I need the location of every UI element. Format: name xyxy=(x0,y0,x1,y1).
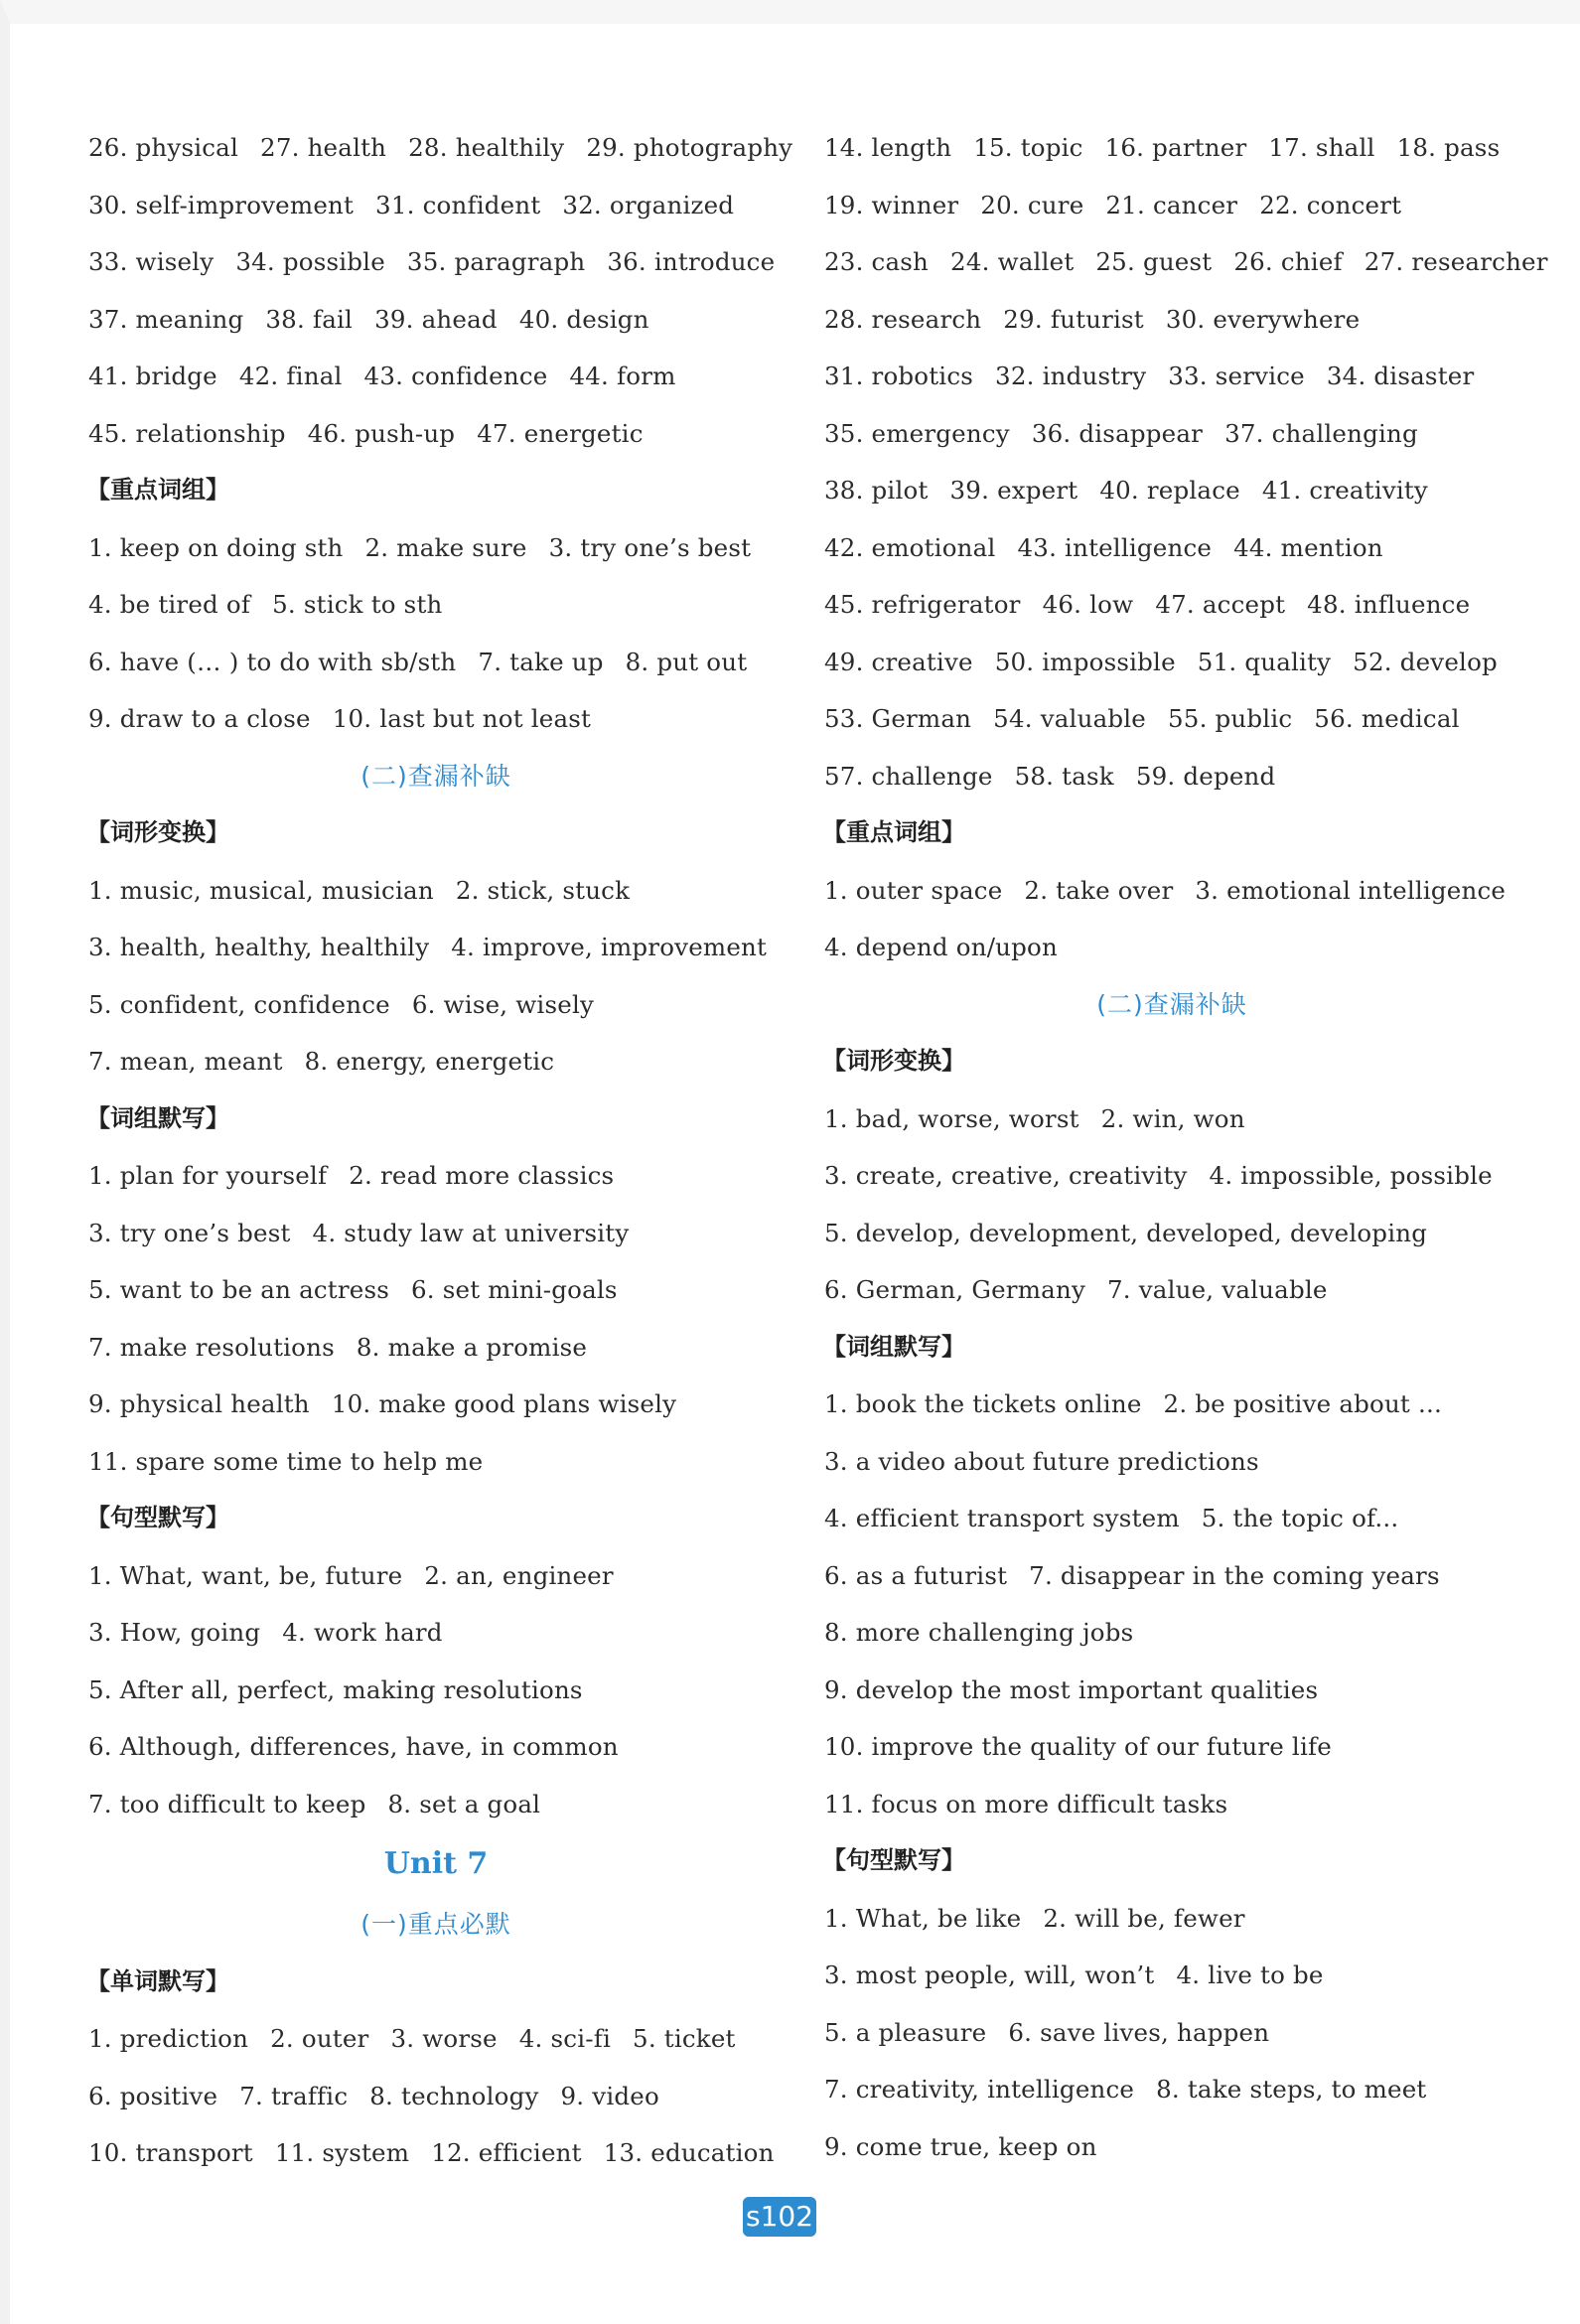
answer-item: 11. system xyxy=(274,2138,410,2167)
answer-item: 32. organized xyxy=(562,190,735,219)
answer-item: 13. education xyxy=(603,2138,775,2167)
section-title-review: (二)查漏补缺 xyxy=(360,761,511,791)
word-dictation-block xyxy=(88,2010,784,2182)
answer-item: 59. depend xyxy=(1135,761,1276,791)
answer-line xyxy=(824,919,1519,976)
answer-line xyxy=(824,1718,1519,1776)
page-number: s102 xyxy=(743,2197,816,2237)
answer-line xyxy=(824,634,1519,691)
answer-item: 3. try one’s best xyxy=(548,532,752,562)
answer-line xyxy=(88,1033,784,1090)
answer-item: 20. cure xyxy=(980,190,1084,219)
sentence-dictation-header: 【句型默写】 xyxy=(86,1504,229,1531)
answer-item: 37. challenging xyxy=(1224,418,1418,448)
answer-item: 9. draw to a close xyxy=(88,704,311,733)
answer-line xyxy=(824,462,1519,519)
answer-line xyxy=(88,1147,784,1205)
answer-item: 14. length xyxy=(824,133,952,162)
phrases-header: 【重点词组】 xyxy=(86,476,229,504)
answer-line xyxy=(824,1261,1519,1319)
answer-item: 8. make a promise xyxy=(356,1332,588,1362)
answer-item: 34. disaster xyxy=(1326,362,1475,390)
answer-item: 44. mention xyxy=(1233,532,1383,562)
answer-item: 6. have (… ) to do with sb/sth xyxy=(88,647,457,676)
answer-line xyxy=(824,177,1519,234)
answer-item: 4. depend on/upon xyxy=(824,933,1058,961)
answer-item: 10. improve the quality of our future life xyxy=(824,1732,1332,1761)
answer-item: 52. develop xyxy=(1353,647,1498,676)
answer-item: 8. take steps, to meet xyxy=(1156,2075,1427,2104)
answer-item: 1. music, musical, musician xyxy=(88,875,434,905)
answer-item: 1. plan for yourself xyxy=(88,1161,328,1190)
answer-line xyxy=(88,576,784,634)
word-forms-header: 【词形变换】 xyxy=(86,818,229,846)
answer-item: 7. make resolutions xyxy=(88,1332,335,1362)
answer-line xyxy=(824,748,1519,805)
answer-item: 34. possible xyxy=(235,247,385,276)
answer-line xyxy=(88,405,784,463)
answer-item: 23. cash xyxy=(824,247,930,276)
word-forms-header-u7: 【词形变换】 xyxy=(822,1047,965,1075)
answer-line xyxy=(88,1319,784,1377)
answer-item: 26. physical xyxy=(88,133,239,162)
answer-item: 56. medical xyxy=(1314,704,1460,733)
word-dictation-header: 【单词默写】 xyxy=(86,1966,229,1995)
answer-line xyxy=(88,1718,784,1776)
answer-item: 5. ticket xyxy=(633,2024,736,2053)
answer-line xyxy=(824,1947,1519,2004)
answer-item: 26. chief xyxy=(1233,247,1343,276)
answer-item: 6. positive xyxy=(88,2081,218,2110)
answer-item: 7. mean, meant xyxy=(88,1047,283,1076)
answer-line xyxy=(88,1433,784,1491)
answer-item: 43. intelligence xyxy=(1017,532,1213,562)
answer-item: 38. pilot xyxy=(824,476,929,505)
answer-item: 6. as a futurist xyxy=(824,1560,1008,1590)
answer-line xyxy=(824,233,1548,291)
answer-line xyxy=(824,1490,1519,1547)
answer-item: 1. prediction xyxy=(88,2024,249,2053)
answer-item: 18. pass xyxy=(1396,133,1501,162)
answer-line xyxy=(824,1662,1519,1719)
answer-item: 50. impossible xyxy=(994,647,1176,676)
answer-item: 46. push-up xyxy=(307,418,456,448)
answer-item: 35. emergency xyxy=(824,418,1010,448)
answer-item: 10. transport xyxy=(88,2138,253,2167)
answer-item: 17. shall xyxy=(1268,133,1375,162)
answer-line xyxy=(88,1604,784,1662)
answer-line xyxy=(824,2061,1519,2118)
answer-item: 7. traffic xyxy=(239,2081,349,2110)
vocab-tail-block xyxy=(88,119,793,462)
answer-line xyxy=(88,2124,784,2182)
phrases-block xyxy=(88,519,784,748)
answer-item: 3. How, going xyxy=(88,1618,261,1647)
answer-item: 19. winner xyxy=(824,190,959,219)
answer-item: 42. final xyxy=(238,362,343,390)
answer-item: 2. stick, stuck xyxy=(455,875,631,905)
answer-line xyxy=(824,1376,1519,1433)
answer-item: 6. save lives, happen xyxy=(1008,2017,1270,2047)
answer-item: 2. make sure xyxy=(364,532,527,562)
answer-line xyxy=(824,1090,1519,1148)
left-column xyxy=(86,119,793,2182)
answer-line xyxy=(88,233,784,291)
answer-item: 6. set mini-goals xyxy=(411,1275,618,1304)
answer-item: 4. be tired of xyxy=(88,590,251,619)
answer-item: 45. relationship xyxy=(88,418,286,448)
answer-item: 2. outer xyxy=(270,2024,369,2053)
word-forms-block-u7 xyxy=(824,1090,1519,1319)
answer-item: 5. want to be an actress xyxy=(88,1275,390,1304)
phrases-block-u7 xyxy=(824,862,1519,976)
word-forms-block xyxy=(88,862,784,1090)
answer-item: 4. study law at university xyxy=(312,1218,630,1247)
answer-item: 30. everywhere xyxy=(1165,304,1361,334)
answer-item: 43. confidence xyxy=(363,362,548,390)
answer-item: 27. health xyxy=(260,133,387,162)
answer-item: 5. develop, development, developed, developing xyxy=(824,1218,1428,1247)
answer-line xyxy=(824,1547,1519,1605)
answer-item: 4. improve, improvement xyxy=(451,933,768,961)
answer-item: 39. expert xyxy=(949,476,1078,505)
answer-line xyxy=(824,1776,1519,1833)
answer-item: 1. What, want, be, future xyxy=(88,1560,403,1590)
phrase-dictation-block-u7 xyxy=(824,1376,1519,1832)
answer-item: 3. emotional intelligence xyxy=(1195,875,1507,905)
answer-line xyxy=(88,1662,784,1719)
answer-item: 35. paragraph xyxy=(406,247,586,276)
answer-item: 25. guest xyxy=(1095,247,1213,276)
phrase-dictation-header-u7: 【词组默写】 xyxy=(822,1332,965,1361)
answer-item: 15. topic xyxy=(973,133,1083,162)
phrase-dictation-block xyxy=(88,1147,784,1490)
answer-item: 39. ahead xyxy=(374,304,498,334)
answer-line xyxy=(824,405,1519,463)
answer-line xyxy=(88,690,784,748)
answer-item: 55. public xyxy=(1168,704,1293,733)
answer-item: 38. fail xyxy=(265,304,354,334)
answer-item: 29. photography xyxy=(586,133,793,162)
answer-line xyxy=(824,2004,1519,2062)
answer-item: 7. disappear in the coming years xyxy=(1029,1560,1440,1590)
answer-line xyxy=(88,2010,784,2068)
answer-item: 12. efficient xyxy=(431,2138,582,2167)
answer-line xyxy=(824,291,1519,349)
answer-item: 7. value, valuable xyxy=(1106,1275,1328,1304)
sentence-dictation-block xyxy=(88,1547,784,1833)
answer-item: 3. a video about future predictions xyxy=(824,1446,1259,1476)
answer-line xyxy=(88,1261,784,1319)
answer-item: 2. will be, fewer xyxy=(1043,1903,1245,1933)
answer-item: 40. design xyxy=(518,304,649,334)
answer-item: 8. set a goal xyxy=(387,1789,541,1818)
answer-item: 8. technology xyxy=(369,2081,539,2110)
answer-item: 51. quality xyxy=(1197,647,1332,676)
answer-item: 33. service xyxy=(1168,362,1305,390)
answer-item: 36. introduce xyxy=(607,247,776,276)
answer-item: 3. most people, will, won’t xyxy=(824,1961,1155,1989)
answer-item: 58. task xyxy=(1014,761,1114,791)
answer-item: 28. research xyxy=(824,304,982,334)
answer-line xyxy=(88,519,784,577)
answer-item: 1. What, be like xyxy=(824,1903,1022,1933)
answer-item: 2. be positive about ... xyxy=(1163,1389,1442,1418)
answer-line xyxy=(824,119,1519,177)
answer-item: 4. efficient transport system xyxy=(824,1504,1180,1532)
answer-item: 1. outer space xyxy=(824,875,1003,905)
answer-item: 32. industry xyxy=(995,362,1147,390)
answer-item: 47. energetic xyxy=(477,418,644,448)
answer-line xyxy=(88,862,784,920)
answer-item: 3. health, healthy, healthily xyxy=(88,933,430,961)
answer-item: 2. win, won xyxy=(1100,1103,1245,1133)
answer-item: 2. read more classics xyxy=(349,1161,615,1190)
answer-line xyxy=(824,1147,1519,1205)
answer-line xyxy=(88,119,793,177)
answer-item: 6. German, Germany xyxy=(824,1275,1085,1304)
answer-line xyxy=(824,1433,1519,1491)
answer-item: 7. too difficult to keep xyxy=(88,1789,366,1818)
answer-item: 4. work hard xyxy=(282,1618,443,1647)
answer-line xyxy=(88,348,784,405)
answer-item: 4. live to be xyxy=(1176,1961,1324,1989)
answer-item: 11. spare some time to help me xyxy=(88,1446,484,1476)
answer-item: 5. the topic of... xyxy=(1201,1504,1399,1532)
answer-line xyxy=(824,862,1519,920)
unit-title: Unit 7 xyxy=(383,1846,489,1881)
answer-item: 4. sci-fi xyxy=(518,2024,612,2053)
answer-line xyxy=(88,976,784,1034)
answer-item: 48. influence xyxy=(1307,590,1471,619)
answer-item: 41. creativity xyxy=(1261,476,1428,505)
answer-item: 2. take over xyxy=(1024,875,1174,905)
answer-item: 2. an, engineer xyxy=(424,1560,614,1590)
answer-line xyxy=(88,2068,784,2125)
answer-item: 57. challenge xyxy=(824,761,993,791)
answer-item: 46. low xyxy=(1042,590,1134,619)
answer-line xyxy=(88,1205,784,1262)
answer-line xyxy=(88,177,784,234)
answer-item: 7. creativity, intelligence xyxy=(824,2075,1135,2104)
answer-item: 40. replace xyxy=(1099,476,1240,505)
answer-item: 9. physical health xyxy=(88,1389,310,1418)
answer-item: 27. researcher xyxy=(1364,247,1548,276)
answer-item: 6. Although, differences, have, in common xyxy=(88,1732,619,1761)
answer-item: 8. put out xyxy=(625,647,748,676)
answer-item: 41. bridge xyxy=(88,362,217,390)
answer-item: 53. German xyxy=(824,704,972,733)
answer-line xyxy=(824,690,1519,748)
answer-item: 28. healthily xyxy=(408,133,565,162)
answer-item: 3. try one’s best xyxy=(88,1218,291,1247)
answer-item: 29. futurist xyxy=(1003,304,1144,334)
answer-item: 37. meaning xyxy=(88,304,244,334)
section-title-review-u7: (二)查漏补缺 xyxy=(1096,989,1247,1019)
answer-item: 5. After all, perfect, making resolutions xyxy=(88,1674,583,1704)
answer-item: 49. creative xyxy=(824,647,973,676)
answer-item: 44. form xyxy=(569,362,676,390)
phrases-header-u7: 【重点词组】 xyxy=(822,818,965,846)
answer-item: 9. video xyxy=(560,2081,659,2110)
answer-item: 8. more challenging jobs xyxy=(824,1618,1134,1647)
answer-item: 31. confident xyxy=(375,190,541,219)
answer-line xyxy=(824,348,1519,405)
section-title-key: (一)重点必默 xyxy=(360,1910,511,1939)
answer-item: 1. bad, worse, worst xyxy=(824,1103,1079,1133)
answer-item: 11. focus on more difficult tasks xyxy=(824,1789,1228,1818)
answer-item: 21. cancer xyxy=(1105,190,1238,219)
answer-item: 42. emotional xyxy=(824,532,996,562)
answer-item: 6. wise, wisely xyxy=(411,989,595,1019)
answer-item: 31. robotics xyxy=(824,362,974,390)
answer-item: 1. book the tickets online xyxy=(824,1389,1142,1418)
answer-item: 5. confident, confidence xyxy=(88,989,390,1019)
answer-item: 1. keep on doing sth xyxy=(88,532,344,562)
answer-item: 54. valuable xyxy=(993,704,1146,733)
answer-item: 3. worse xyxy=(390,2024,498,2053)
answer-item: 30. self-improvement xyxy=(88,190,355,219)
sentence-dictation-header-u7: 【句型默写】 xyxy=(822,1846,965,1874)
answer-item: 10. make good plans wisely xyxy=(331,1389,677,1418)
answer-item: 47. accept xyxy=(1155,590,1286,619)
answer-line xyxy=(824,2118,1519,2176)
answer-line xyxy=(88,1376,784,1433)
answer-line xyxy=(824,1205,1519,1262)
answer-line xyxy=(88,291,784,349)
right-column xyxy=(822,119,1548,2175)
answer-item: 33. wisely xyxy=(88,247,215,276)
answer-item: 5. stick to sth xyxy=(272,590,443,619)
answer-line xyxy=(824,1890,1519,1948)
answer-line xyxy=(88,1776,784,1833)
answer-item: 45. refrigerator xyxy=(824,590,1021,619)
answer-item: 10. last but not least xyxy=(332,704,592,733)
answer-line xyxy=(88,919,784,976)
word-dictation-cont-block xyxy=(824,119,1548,804)
answer-item: 22. concert xyxy=(1259,190,1402,219)
answer-item: 3. create, creative, creativity xyxy=(824,1161,1188,1190)
answer-item: 16. partner xyxy=(1104,133,1247,162)
answer-line xyxy=(824,576,1519,634)
answer-item: 9. develop the most important qualities xyxy=(824,1674,1319,1704)
sentence-dictation-block-u7 xyxy=(824,1890,1519,2176)
answer-item: 9. come true, keep on xyxy=(824,2131,1097,2161)
answer-line xyxy=(88,634,784,691)
answer-item: 5. a pleasure xyxy=(824,2017,987,2047)
answer-item: 24. wallet xyxy=(950,247,1075,276)
answer-line xyxy=(824,519,1519,577)
answer-item: 4. impossible, possible xyxy=(1209,1161,1493,1190)
answer-item: 36. disappear xyxy=(1031,418,1204,448)
phrase-dictation-header: 【词组默写】 xyxy=(86,1103,229,1132)
answer-item: 8. energy, energetic xyxy=(304,1047,555,1076)
answer-item: 7. take up xyxy=(478,647,604,676)
answer-line xyxy=(88,1547,784,1605)
answer-line xyxy=(824,1604,1519,1662)
